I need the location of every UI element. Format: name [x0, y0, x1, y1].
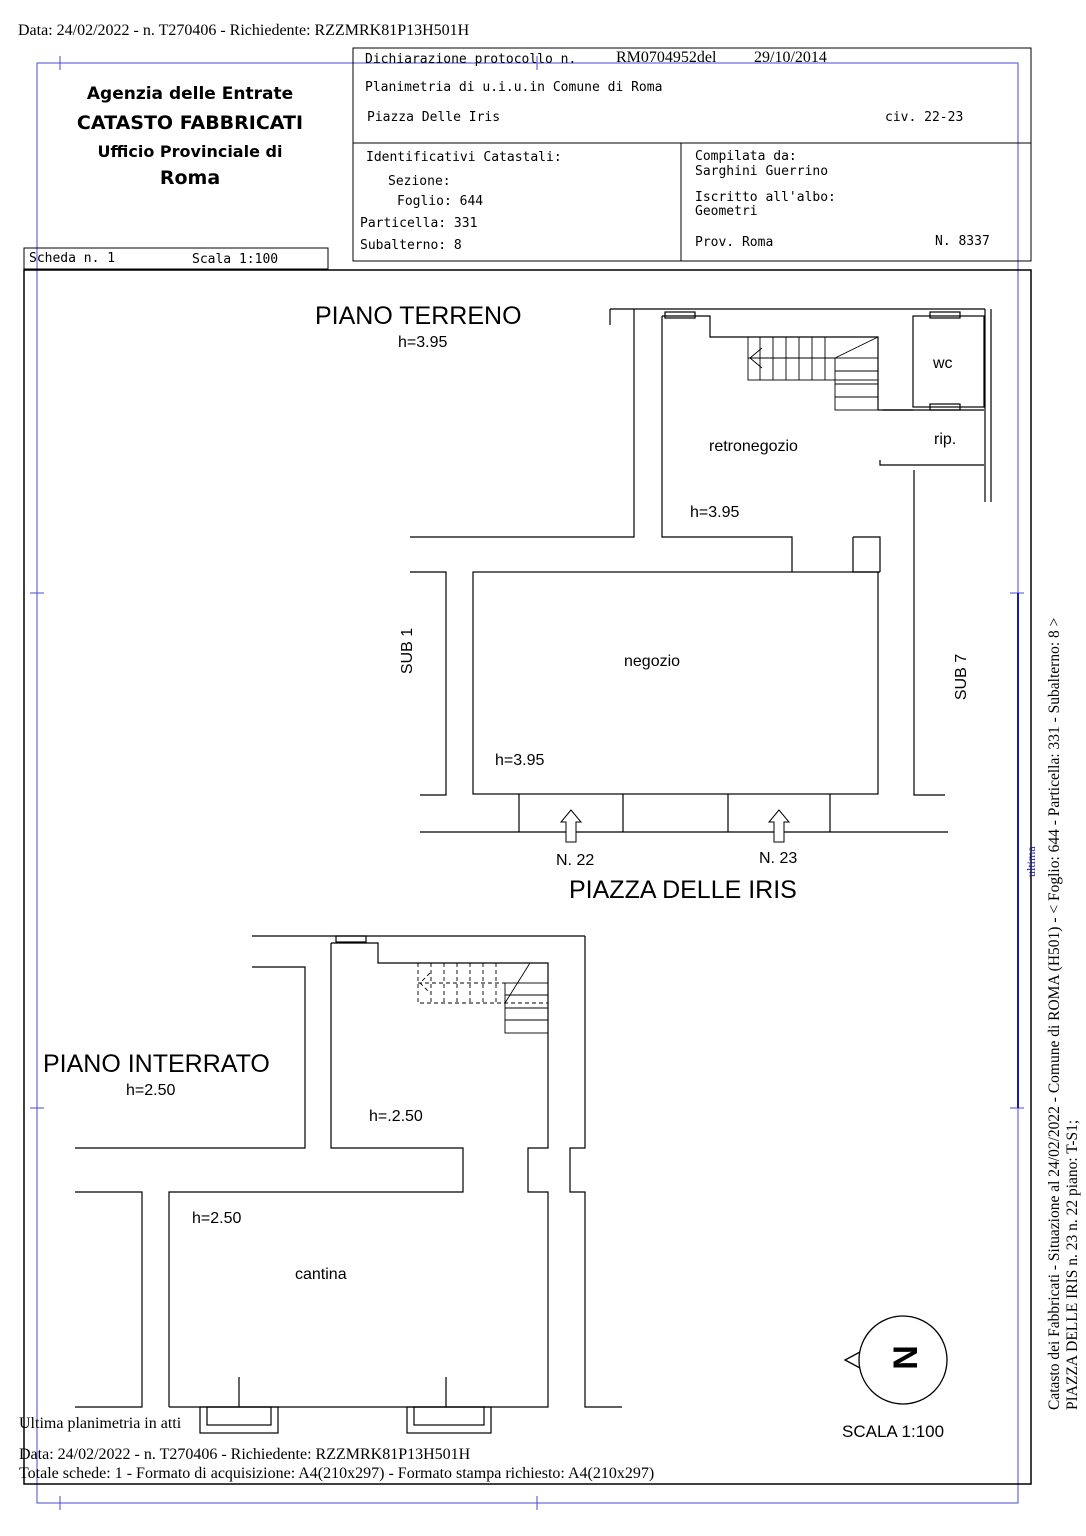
footer-ultima: Ultima planimetria in atti	[19, 1415, 182, 1432]
basement-stairs	[418, 963, 548, 1033]
sezione: Sezione:	[388, 174, 451, 189]
albo: Geometri	[695, 204, 758, 219]
identificativi-title: Identificativi Catastali:	[366, 150, 562, 165]
compilata-label: Compilata da:	[695, 149, 797, 164]
particella: Particella: 331	[360, 216, 478, 231]
prov: Prov. Roma	[695, 235, 774, 250]
rip-label: rip.	[934, 431, 957, 448]
ground-stairs	[748, 337, 878, 410]
protocol-label: Dichiarazione protocollo n.	[365, 52, 577, 67]
protocol-number: RM0704952del	[616, 49, 717, 66]
ultima-stamp: ultima	[1024, 846, 1038, 877]
foglio: Foglio: 644	[397, 194, 484, 209]
sub7-label: SUB 7	[953, 653, 970, 701]
side-text-line2: PIAZZA DELLE IRIS n. 23 n. 22 piano: T-S1;	[1064, 1119, 1081, 1410]
negozio-height: h=3.95	[495, 752, 545, 769]
retronegozio-height: h=3.95	[690, 504, 740, 521]
compilata-name: Sarghini Guerrino	[695, 164, 829, 179]
agency-catasto: CATASTO FABBRICATI	[76, 112, 304, 134]
subalterno: Subalterno: 8	[360, 238, 462, 253]
basement-title: PIANO INTERRATO	[43, 1050, 270, 1078]
entrance-arrows	[561, 810, 789, 842]
ground-floor-height: h=3.95	[398, 334, 448, 351]
main-frame	[24, 270, 1031, 1484]
negozio-label: negozio	[624, 653, 681, 670]
civic-number: civ. 22-23	[885, 110, 964, 125]
albo-number: N. 8337	[935, 234, 990, 249]
cantina-label: cantina	[295, 1266, 347, 1283]
street-name: PIAZZA DELLE IRIS	[569, 876, 797, 904]
protocol-date: 29/10/2014	[754, 49, 827, 66]
iscritto-label: Iscritto all'albo:	[695, 190, 836, 205]
agency-city: Roma	[159, 167, 221, 189]
ground-floor-title: PIANO TERRENO	[315, 302, 522, 330]
blue-frame	[30, 56, 1024, 1510]
north-label: N	[885, 1345, 924, 1370]
header-line: Data: 24/02/2022 - n. T270406 - Richiedente: RZZMRK81P13H501H	[18, 22, 470, 39]
entrance-n23: N. 23	[759, 850, 798, 867]
side-text-line1: Catasto dei Fabbricati - Situazione al 24/02/2022 - Comune di ROMA (H501) - < Foglio: 644 - Particella: 331 - Subalterno: 8 >	[1046, 617, 1063, 1410]
retronegozio-label: retronegozio	[709, 438, 798, 455]
footer-totale: Totale schede: 1 - Formato di acquisizione: A4(210x297) - Formato stampa richiesto: A4(210x297)	[19, 1465, 655, 1482]
scale-label: SCALA 1:100	[842, 1422, 945, 1441]
sub1-label: SUB 1	[399, 627, 416, 675]
agency-ufficio: Ufficio Provinciale di	[97, 142, 283, 161]
scheda-label: Scheda n. 1	[29, 251, 116, 266]
planimetria-label: Planimetria di u.i.u.in Comune di Roma	[365, 80, 663, 95]
address: Piazza Delle Iris	[367, 110, 501, 125]
basement-height: h=2.50	[126, 1082, 176, 1099]
footer-data: Data: 24/02/2022 - n. T270406 - Richiedente: RZZMRK81P13H501H	[19, 1446, 471, 1463]
agency-name: Agenzia delle Entrate	[86, 84, 294, 104]
entrance-n22: N. 22	[556, 852, 595, 869]
cantina-height: h=2.50	[192, 1210, 242, 1227]
wc-label: wc	[933, 355, 953, 372]
scheda-scale: Scala 1:100	[192, 252, 279, 267]
basement-walls	[75, 936, 622, 1433]
stair-room-height: h=.2.50	[369, 1108, 423, 1125]
